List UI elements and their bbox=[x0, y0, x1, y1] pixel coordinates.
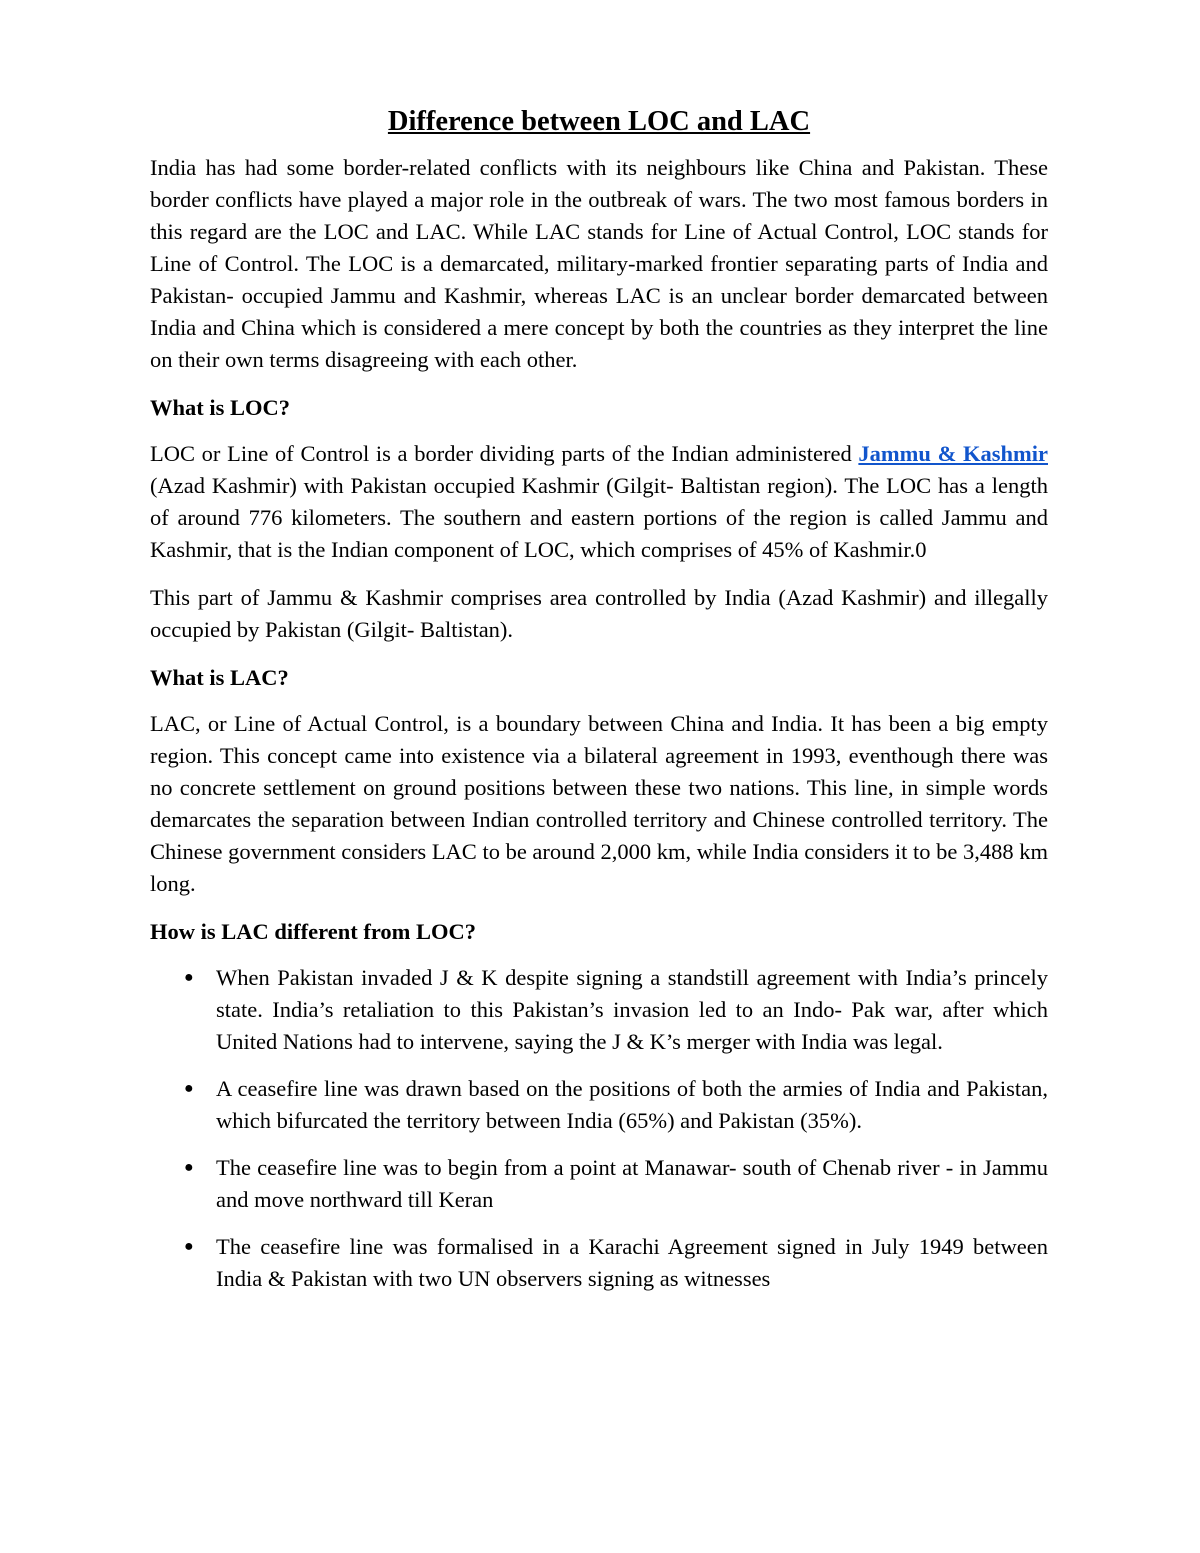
bullet-item bbox=[150, 1073, 1048, 1137]
intro-paragraph: India has had some border-related conflicts with its neighbours like China and Pakistan. These border conflicts have played a major role in the outbreak of wars. The two most famous borders in this regard are the LOC and LAC. While LAC stands for Line of Actual Control, LOC stands for Line of Control. The LOC is a demarcated, military-marked frontier separating parts of India and Pakistan- occupied Jammu and Kashmir, whereas LAC is an unclear border demarcated between India and China which is considered a mere concept by both the countries as they interpret the line on their own terms disagreeing with each other. bbox=[150, 155, 1048, 372]
difference-heading: How is LAC different from LOC? bbox=[150, 919, 477, 944]
loc-paragraph-1-end: (Azad Kashmir) with Pakistan occupied Kashmir (Gilgit- Baltistan region). The LOC has a length of around 776 kilometers. The southern and eastern portions of the region is called Jammu and Kashmir, that is the Indian component of LOC, which comprises of 45% of Kashmir.0 bbox=[150, 473, 1048, 562]
bullet-item bbox=[150, 962, 1048, 1058]
jammu-kashmir-link[interactable]: Jammu & Kashmir bbox=[858, 441, 1048, 466]
loc-paragraph-1 bbox=[150, 438, 1048, 566]
document-title: Difference between LOC and LAC bbox=[387, 106, 811, 137]
lac-heading: What is LAC? bbox=[150, 665, 289, 690]
loc-heading: What is LOC? bbox=[150, 395, 291, 420]
bullet-text: A ceasefire line was drawn based on the positions of both the armies of India and Pakistan, which bifurcated the territory between India (65%) and Pakistan (35%). bbox=[216, 1076, 1048, 1133]
bullet-icon: ● bbox=[184, 969, 194, 986]
bullet-text: The ceasefire line was to begin from a point at Manawar- south of Chenab river - in Jammu and move northward till Keran bbox=[216, 1155, 1048, 1212]
bullet-icon: ● bbox=[184, 1159, 194, 1176]
loc-paragraph-2: This part of Jammu & Kashmir comprises area controlled by India (Azad Kashmir) and illegally occupied by Pakistan (Gilgit- Baltistan). bbox=[150, 585, 1048, 642]
lac-paragraph: LAC, or Line of Actual Control, is a boundary between China and India. It has been a big empty region. This concept came into existence via a bilateral agreement in 1993, eventhough there was no concrete settlement on ground positions between these two nations. This line, in simple words demarcates the separation between Indian controlled territory and Chinese controlled territory. The Chinese government considers LAC to be around 2,000 km, while India considers it to be 3,488 km long. bbox=[150, 711, 1048, 896]
bullet-item bbox=[150, 1231, 1048, 1295]
document-page bbox=[150, 103, 1048, 1310]
difference-bullet-list bbox=[150, 962, 1048, 1295]
bullet-item bbox=[150, 1152, 1048, 1216]
bullet-text: When Pakistan invaded J & K despite signing a standstill agreement with India’s princely state. India’s retaliation to this Pakistan’s invasion led to an Indo- Pak war, after which United Nations had to intervene, saying the J & K’s merger with India was legal. bbox=[216, 965, 1048, 1054]
bullet-icon: ● bbox=[184, 1080, 194, 1097]
loc-paragraph-1-start: LOC or Line of Control is a border dividing parts of the Indian administered bbox=[150, 441, 859, 466]
bullet-text: The ceasefire line was formalised in a Karachi Agreement signed in July 1949 between India & Pakistan with two UN observers signing as witnesses bbox=[216, 1234, 1048, 1291]
bullet-icon: ● bbox=[184, 1238, 194, 1255]
